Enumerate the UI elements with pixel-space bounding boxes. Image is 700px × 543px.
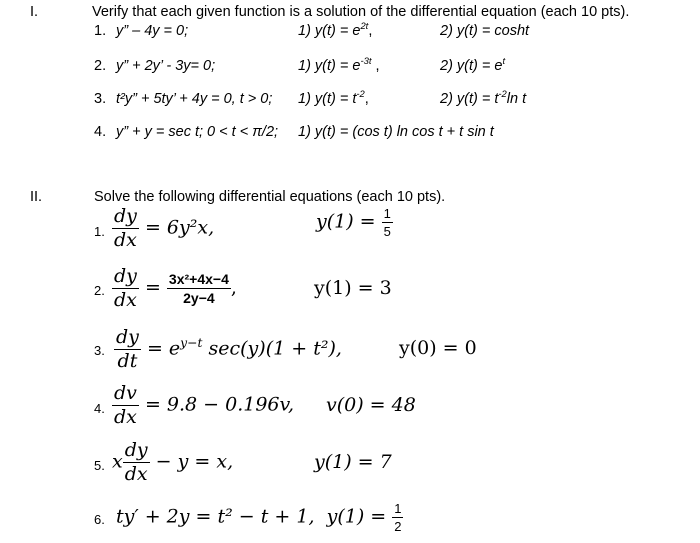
item-function-1: 1) $y(t) = e^{2t}$, bbox=[298, 20, 373, 39]
problem-condition: y(1) = $\frac{1}{5}$ bbox=[316, 206, 391, 239]
problem-number: 5. bbox=[94, 458, 105, 473]
item-function-1: 1) y(t) = (cos t) ln cos t + t sin t bbox=[298, 124, 494, 140]
problem-number: 2. bbox=[94, 283, 105, 298]
problem-equation: $\frac{dy}{dt}$ = $e^{y-t}$ sec(y)(1 + t²), bbox=[116, 326, 342, 372]
problem-condition: y(1) = 3 bbox=[314, 277, 392, 299]
item-equation: y” + 2y’ - 3y= 0; bbox=[116, 58, 216, 74]
item-function-1: 1) $y(t) = e^{-3t}$ , bbox=[298, 55, 380, 74]
item-equation: t²y” + 5ty’ + 4y = 0, t > 0; bbox=[116, 91, 273, 107]
problem-equation: $\frac{dv}{dx}$ = 9.8 − 0.196v, bbox=[114, 382, 295, 428]
item-function-2: 2) $y(t) = e^t$ bbox=[440, 55, 506, 74]
item-equation: y” – 4y = 0; bbox=[116, 23, 189, 39]
section-2-numeral: II. bbox=[30, 189, 43, 205]
item-function-2: 2) $y(t) = t^{-2}\ln$ t bbox=[440, 88, 527, 107]
problem-equation: ty′ + 2y = t² − t + 1, y(1) = $\frac{1}{2}$ bbox=[116, 501, 402, 534]
section-1-numeral: I. bbox=[30, 4, 39, 20]
section-2-heading: Solve the following differential equations (each 10 pts). bbox=[94, 189, 446, 205]
problem-number: 3. bbox=[94, 343, 105, 358]
item-number: 1. bbox=[94, 23, 107, 39]
item-number: 3. bbox=[94, 91, 107, 107]
problem-equation: x $\frac{dy}{dx}$ − y = x, bbox=[112, 439, 234, 485]
item-function-2: 2) y(t) = cosht bbox=[440, 23, 530, 39]
item-number: 4. bbox=[94, 124, 107, 140]
problem-equation: $\frac{dy}{dx}$ = 6y²x, bbox=[114, 205, 215, 251]
problem-equation: $\frac{dy}{dx}$ = $\frac{\text{3x²+4x−4}}{2y-4}$ , bbox=[114, 265, 237, 311]
problem-number: 6. bbox=[94, 512, 105, 527]
problem-condition: v(0) = 48 bbox=[326, 394, 416, 416]
item-equation: y” + y = sec t; 0 < t < π/2; bbox=[116, 124, 279, 140]
problem-number: 1. bbox=[94, 224, 105, 239]
problem-condition: y(1) = 7 bbox=[314, 451, 392, 473]
item-function-1: 1) $y(t) = t^{-2}$, bbox=[298, 88, 369, 107]
problem-condition: y(0) = 0 bbox=[399, 337, 477, 359]
section-1-heading: Verify that each given function is a solution of the differential equation (each 10 pts). bbox=[92, 4, 630, 20]
problem-number: 4. bbox=[94, 401, 105, 416]
item-number: 2. bbox=[94, 58, 107, 74]
